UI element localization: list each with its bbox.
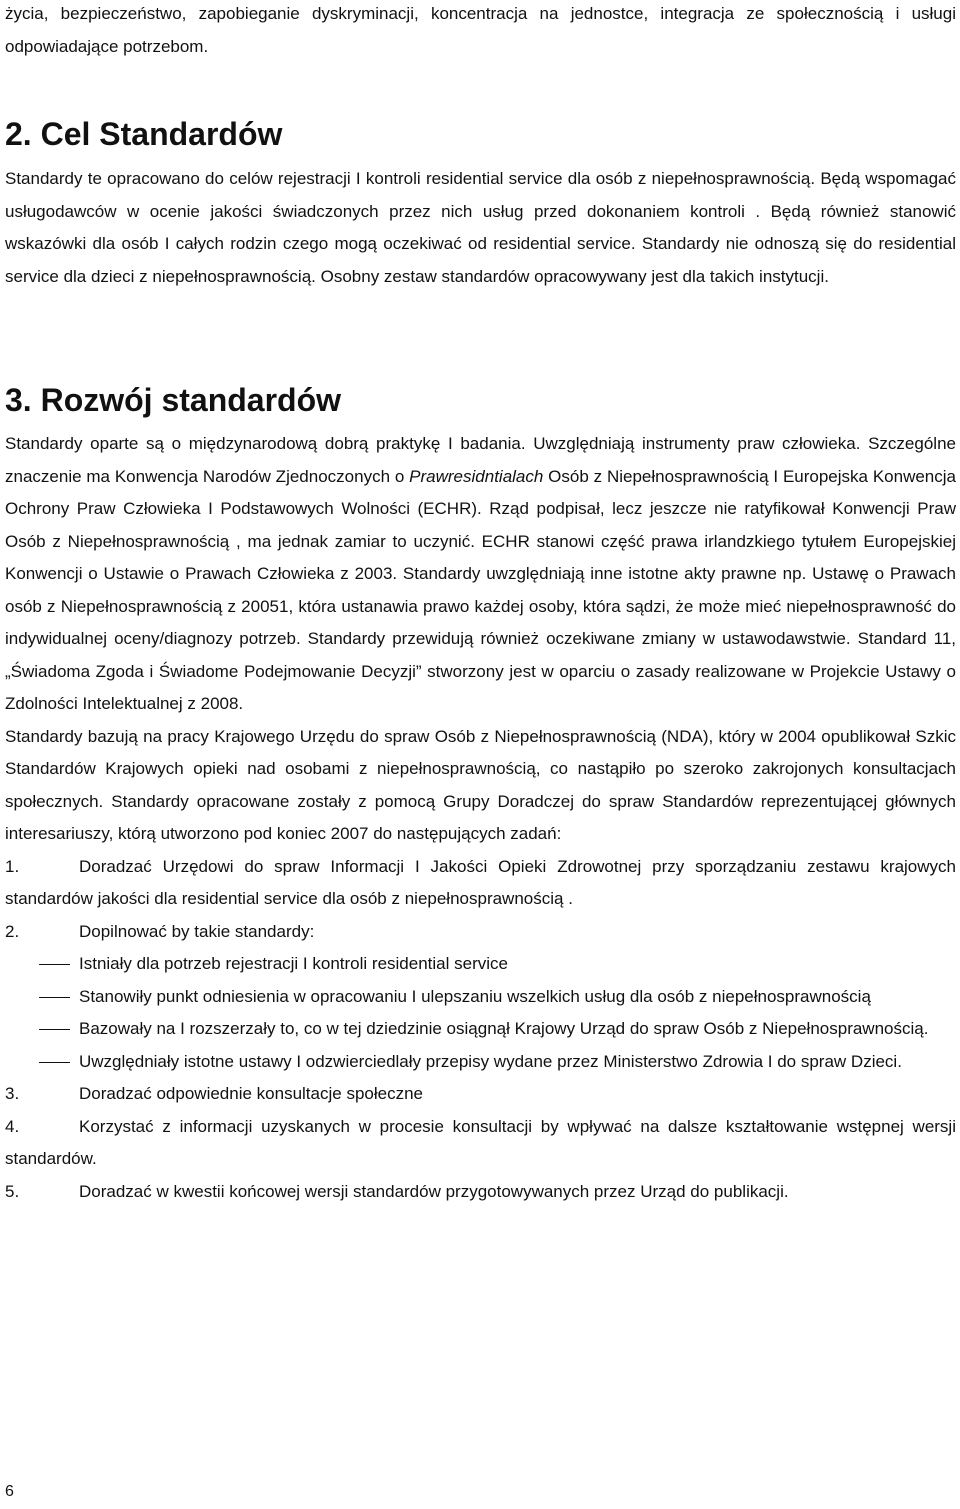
list-item-number: 5. <box>5 1181 20 1201</box>
list-item <box>5 1078 956 1111</box>
dash-bullet-icon <box>39 997 70 998</box>
list-item <box>5 851 956 916</box>
standards-sublist <box>5 948 956 1078</box>
section-3-heading: 3. Rozwój standardów <box>5 382 342 418</box>
dash-bullet-icon <box>39 964 70 965</box>
dash-bullet-icon <box>39 1029 70 1030</box>
sublist-item <box>5 1013 956 1046</box>
section-2-paragraph: Standardy te opracowano do celów rejestracji I kontroli residential service dla osób z niepełnosprawnością. Będą wspomagać usługodawców w ocenie jakości świadczonych przez nich usług przed dokonaniem kontroli . Będą również stanowić wskazówki dla osób I całych rodzin czego mogą oczekiwać od residential service. Standardy nie odnoszą się do residential service dla dzieci z niepełnosprawnością. Osobny zestaw standardów opracowywany jest dla takich instytucji. <box>5 169 956 286</box>
list-item-text: Doradzać odpowiednie konsultacje społeczne <box>79 1084 423 1103</box>
page-number: 6 <box>5 1483 14 1500</box>
list-item-text: Dopilnować by takie standardy: <box>79 921 315 941</box>
section-2-heading: 2. Cel Standardów <box>5 116 283 152</box>
section-3-paragraph-1-part-a: Standardy oparte są o międzynarodową dobrą praktykę I badania. Uwzględniają instrumenty praw człowieka. Szczególne znaczenie ma Konwencja Narodów Zjednoczonych o <box>5 434 956 486</box>
section-3-paragraph-2: Standardy bazują na pracy Krajowego Urzędu do spraw Osób z Niepełnosprawnością (NDA), który w 2004 opublikował Szkic Standardów Krajowych opieki nad osobami z niepełnosprawnością, co nastąpiło po szeroko zakrojonych konsultacjach społecznych. Standardy opracowane zostały z pomocą Grupy Doradczej do spraw Standardów reprezentującej głównych interesariuszy, którą utworzono pod koniec 2007 do następujących zadań: <box>5 726 956 843</box>
task-list-continued <box>5 1078 956 1208</box>
section-3-paragraph-1-part-b: Osób z Niepełnosprawnością I Europejska Konwencja Ochrony Praw Człowieka I Podstawowych Wolności (ECHR). Rząd podpisał, lecz jeszcze nie ratyfikował Konwencji Praw Osób z Niepełnosprawnością , ma jednak zamiar to uczynić. ECHR stanowi część prawa irlandzkiego tytułem Europejskiej Konwencji o Ustawie o Prawach Człowieka z 2003. Standardy uwzględniają inne istotne akty prawne np. Ustawę o Prawach osób z Niepełnosprawnością z 20051, która ustanawia prawo każdej osoby, która sądzi, że może mieć niepełnosprawność do indywidualnej oceny/diagnozy potrzeb. Standardy przewidują również oczekiwane zmiany w ustawodawstwie. Standard 11, „Świadoma Zgoda i Świadome Podejmowanie Decyzji” stworzony jest w oparciu o zasady realizowane w Projekcie Ustawy o Zdolności Intelektualnej z 2008. <box>5 466 956 713</box>
sublist-item <box>5 948 956 981</box>
task-list <box>5 851 956 949</box>
document-page <box>5 0 956 1509</box>
list-item <box>5 916 956 949</box>
section-3-paragraph-1-italic: Prawresidntialach <box>409 466 544 486</box>
section-2-body <box>5 163 956 293</box>
list-item-text: Doradzać w kwestii końcowej wersji standardów przygotowywanych przez Urząd do publikacji. <box>79 1181 789 1201</box>
list-item <box>5 1111 956 1176</box>
list-item-number: 4. <box>5 1116 20 1136</box>
intro-paragraph: życia, bezpieczeństwo, zapobieganie dyskryminacji, koncentracja na jednostce, integracja ze społecznością i usługi odpowiadające potrzebom. <box>5 4 956 56</box>
sublist-item-text: Istniały dla potrzeb rejestracji I kontroli residential service <box>79 954 508 973</box>
section-3-body <box>5 428 956 1208</box>
list-item-number: 1. <box>5 856 20 876</box>
list-item-number: 2. <box>5 921 20 941</box>
list-item-text: Korzystać z informacji uzyskanych w procesie konsultacji by wpływać na dalsze kształtowanie wstępnej wersji standardów. <box>5 1116 956 1168</box>
section-3-paragraph-1 <box>5 428 956 721</box>
sublist-item <box>5 981 956 1014</box>
sublist-item-text: Bazowały na I rozszerzały to, co w tej dziedzinie osiągnął Krajowy Urząd do spraw Osób z Niepełnosprawnością. <box>79 1019 929 1038</box>
sublist-item-text: Uwzględniały istotne ustawy I odzwierciedlały przepisy wydane przez Ministerstwo Zdrowia I do spraw Dzieci. <box>79 1051 902 1071</box>
list-item-number: 3. <box>5 1084 20 1103</box>
list-item <box>5 1176 956 1209</box>
sublist-item-text: Stanowiły punkt odniesienia w opracowaniu I ulepszaniu wszelkich usług dla osób z niepełnosprawnością <box>79 986 871 1006</box>
list-item-text: Doradzać Urzędowi do spraw Informacji I Jakości Opieki Zdrowotnej przy sporządzaniu zestawu krajowych standardów jakości dla residential service dla osób z niepełnosprawnością . <box>5 856 956 908</box>
sublist-item <box>5 1046 956 1079</box>
dash-bullet-icon <box>39 1062 70 1063</box>
